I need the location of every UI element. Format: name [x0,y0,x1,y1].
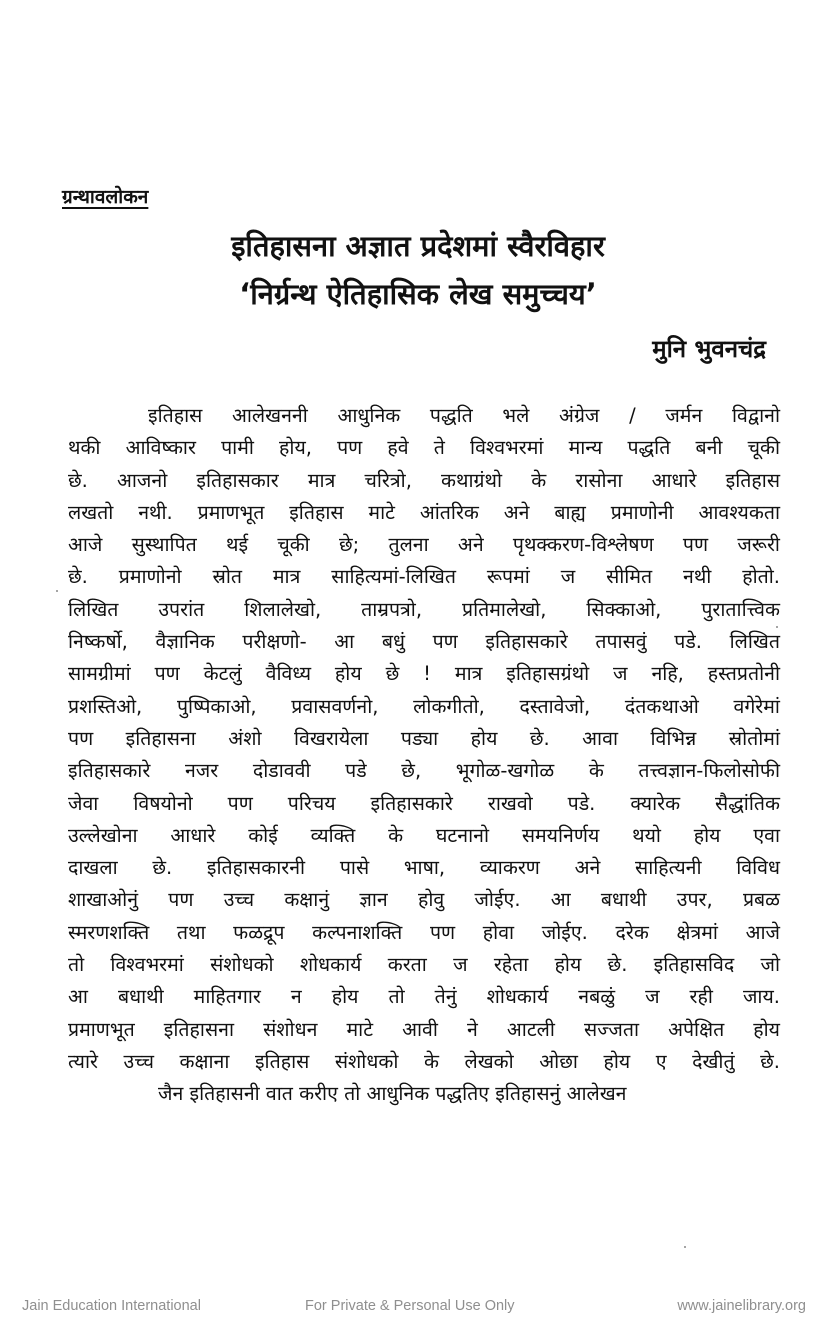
body-line: लखतो नथी. प्रमाणभूत इतिहास माटे आंतरिक अने बाह्य प्रमाणोनी आवश्यकता [68,500,780,524]
body-line: निष्कर्षो, वैज्ञानिक परीक्षणो- आ बधुं पण इतिहासकारे तपासवुं पडे. लिखित [68,630,780,654]
body-line-next-paragraph: जैन इतिहासनी वात करीए तो आधुनिक पद्धतिए इतिहासनुं आलेखन [158,1082,627,1106]
body-line: उल्लेखोना आधारे कोई व्यक्ति के घटनानो समयनिर्णय थयो होय एवा [68,823,780,847]
article-title-line-1: इतिहासना अज्ञात प्रदेशमां स्वैरविहार [231,229,605,263]
body-line: छे. प्रमाणोनो स्रोत मात्र साहित्यमां-लिखित रूपमां ज सीमित नथी होतो. [68,565,780,589]
footer-website-link[interactable]: www.jainelibrary.org [677,1298,806,1314]
article-title-line-2: ‘निर्ग्रन्थ ऐतिहासिक लेख समुच्चय’ [239,277,597,311]
scan-speck [56,590,58,592]
body-line: पण इतिहासना अंशो विखरायेला पड्या होय छे. आवा विभिन्न स्रोतोमां [68,726,780,750]
body-line: प्रशस्तिओ, पुष्पिकाओ, प्रवासवर्णनो, लोकगीतो, दस्तावेजो, दंतकथाओ वगेरेमां [68,694,780,718]
body-line: आ बधाथी माहितगार न होय तो तेनुं शोधकार्य नबळुं ज रही जाय. [68,985,780,1009]
body-line: दाखला छे. इतिहासकारनी पासे भाषा, व्याकरण अने साहित्यनी विविध [68,856,780,880]
body-line: छे. आजनो इतिहासकार मात्र चरित्रो, कथाग्रंथो के रासोना आधारे इतिहास [68,468,780,492]
body-line: थकी आविष्कार पामी होय, पण हवे ते विश्वभरमां मान्य पद्धति बनी चूकी [68,436,780,460]
body-line: इतिहास आलेखननी आधुनिक पद्धति भले अंग्रेज / जर्मन विद्वानो [148,404,780,427]
body-line: लिखित उपरांत शिलालेखो, ताम्रपत्रो, प्रतिमालेखो, सिक्काओ, पुरातात्त्विक [68,597,780,621]
body-line: जेवा विषयोनो पण परिचय इतिहासकारे राखवो पडे. क्यारेक सैद्धांतिक [68,791,780,815]
author-name: मुनि भुवनचंद्र [652,335,766,363]
body-line: शाखाओनुं पण उच्च कक्षानुं ज्ञान होवु जोईए. आ बधाथी उपर, प्रबळ [68,888,780,912]
body-line: प्रमाणभूत इतिहासना संशोधन माटे आवी ने आटली सज्जता अपेक्षित होय [68,1017,780,1041]
scan-speck [684,1246,686,1248]
body-line: इतिहासकारे नजर दोडाववी पडे छे, भूगोळ-खगोळ के तत्त्वज्ञान-फिलोसोफी [68,759,780,783]
footer-usage-notice: For Private & Personal Use Only [305,1298,515,1314]
body-line: तो विश्वभरमां संशोधको शोधकार्य करता ज रहेता होय छे. इतिहासविद जो [68,953,780,977]
scan-speck [776,626,778,628]
body-line: स्मरणशक्ति तथा फळद्रूप कल्पनाशक्ति पण होवा जोईए. दरेक क्षेत्रमां आजे [68,920,780,944]
footer-publisher: Jain Education International [22,1298,201,1314]
body-line: त्यारे उच्च कक्षाना इतिहास संशोधको के लेखको ओछा होय ए देखीतुं छे. [68,1049,780,1073]
body-line: आजे सुस्थापित थई चूकी छे; तुलना अने पृथक्करण-विश्लेषण पण जरूरी [68,533,780,557]
article-body [68,400,780,1111]
body-line: सामग्रीमां पण केटलुं वैविध्य होय छे ! मात्र इतिहासग्रंथो ज नहि, हस्तप्रतोनी [68,662,780,686]
section-label: ग्रन्थावलोकन [62,186,149,208]
